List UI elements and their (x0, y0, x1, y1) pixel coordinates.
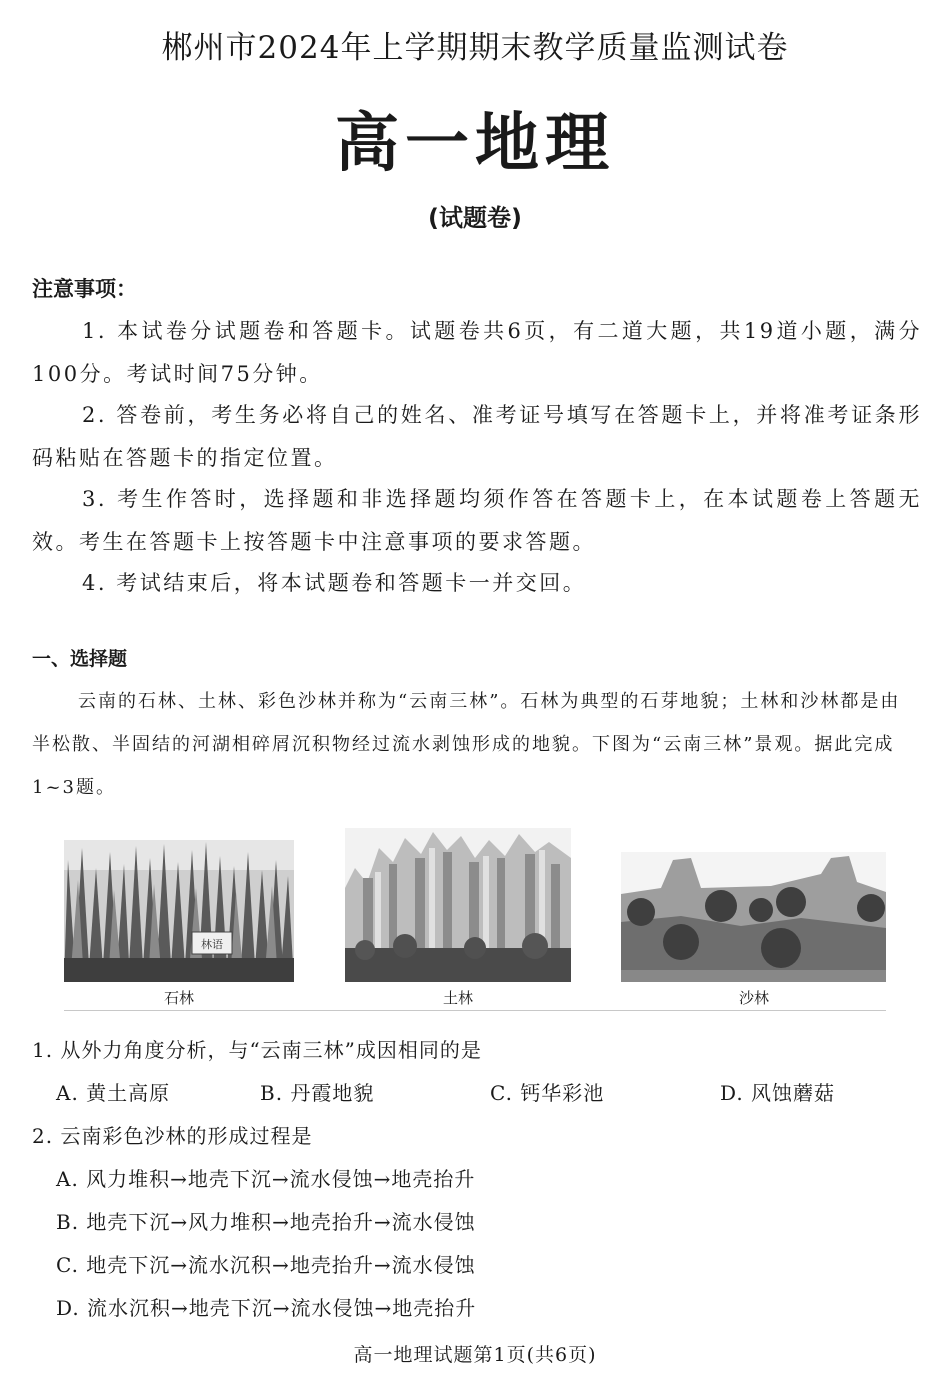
question-1-option-d: D. 风蚀蘑菇 (720, 1081, 836, 1105)
earth-forest-photo (345, 828, 571, 982)
question-2-option-a: A. 风力堆积→地壳下沉→流水侵蚀→地壳抬升 (56, 1167, 476, 1191)
landscape-figure (64, 812, 886, 1011)
notice-item-4: 4. 考试结束后，将本试题卷和答题卡一并交回。 (82, 571, 587, 595)
exam-title: 郴州市2024年上学期期末教学质量监测试卷 (161, 30, 789, 66)
caption-stone-forest: 石林 (163, 989, 194, 1007)
scenic-sign-text: 林语 (201, 938, 223, 951)
section-intro: 云南的石林、土林、彩色沙林并称为“云南三林”。石林为典型的石芽地貌；土林和沙林都是由半松散、半固结的河湖相碎屑沉积物经过流水剥蚀形成的地貌。下图为“云南三林”景观。据此完成1~3题。 (32, 691, 901, 798)
question-1-stem: 1. 从外力角度分析，与“云南三林”成因相同的是 (32, 1038, 482, 1062)
paper-variant: (试题卷) (428, 204, 522, 232)
caption-sand-forest: 沙林 (738, 989, 769, 1007)
page-footer: 高一地理试题第1页(共6页) (353, 1344, 597, 1366)
subject-title: 高一地理 (335, 107, 615, 181)
question-2-option-b: B. 地壳下沉→风力堆积→地壳抬升→流水侵蚀 (56, 1210, 476, 1234)
question-2-stem: 2. 云南彩色沙林的形成过程是 (32, 1124, 313, 1148)
notice-item-1: 1. 本试卷分试题卷和答题卡。试题卷共6页，有二道大题，共19道小题，满分100分。考试时间75分钟。 (32, 319, 922, 386)
stone-forest-photo (64, 840, 294, 982)
sand-forest-photo (621, 852, 886, 982)
question-1-option-a: A. 黄土高原 (56, 1081, 171, 1105)
notice-item-2: 2. 答卷前，考生务必将自己的姓名、准考证号填写在答题卡上，并将准考证条形码粘贴在答题卡的指定位置。 (32, 403, 922, 470)
notice-heading: 注意事项： (32, 277, 137, 301)
caption-earth-forest: 土林 (442, 989, 473, 1007)
question-2-option-c: C. 地壳下沉→流水沉积→地壳抬升→流水侵蚀 (56, 1253, 476, 1277)
notice-item-3: 3. 考生作答时，选择题和非选择题均须作答在答题卡上，在本试题卷上答题无效。考生在答题卡上按答题卡中注意事项的要求答题。 (32, 487, 922, 554)
question-1-option-c: C. 钙华彩池 (490, 1081, 605, 1105)
question-1-option-b: B. 丹霞地貌 (260, 1081, 375, 1105)
section-heading: 一、选择题 (32, 648, 128, 670)
question-2-option-d: D. 流水沉积→地壳下沉→流水侵蚀→地壳抬升 (56, 1296, 477, 1320)
